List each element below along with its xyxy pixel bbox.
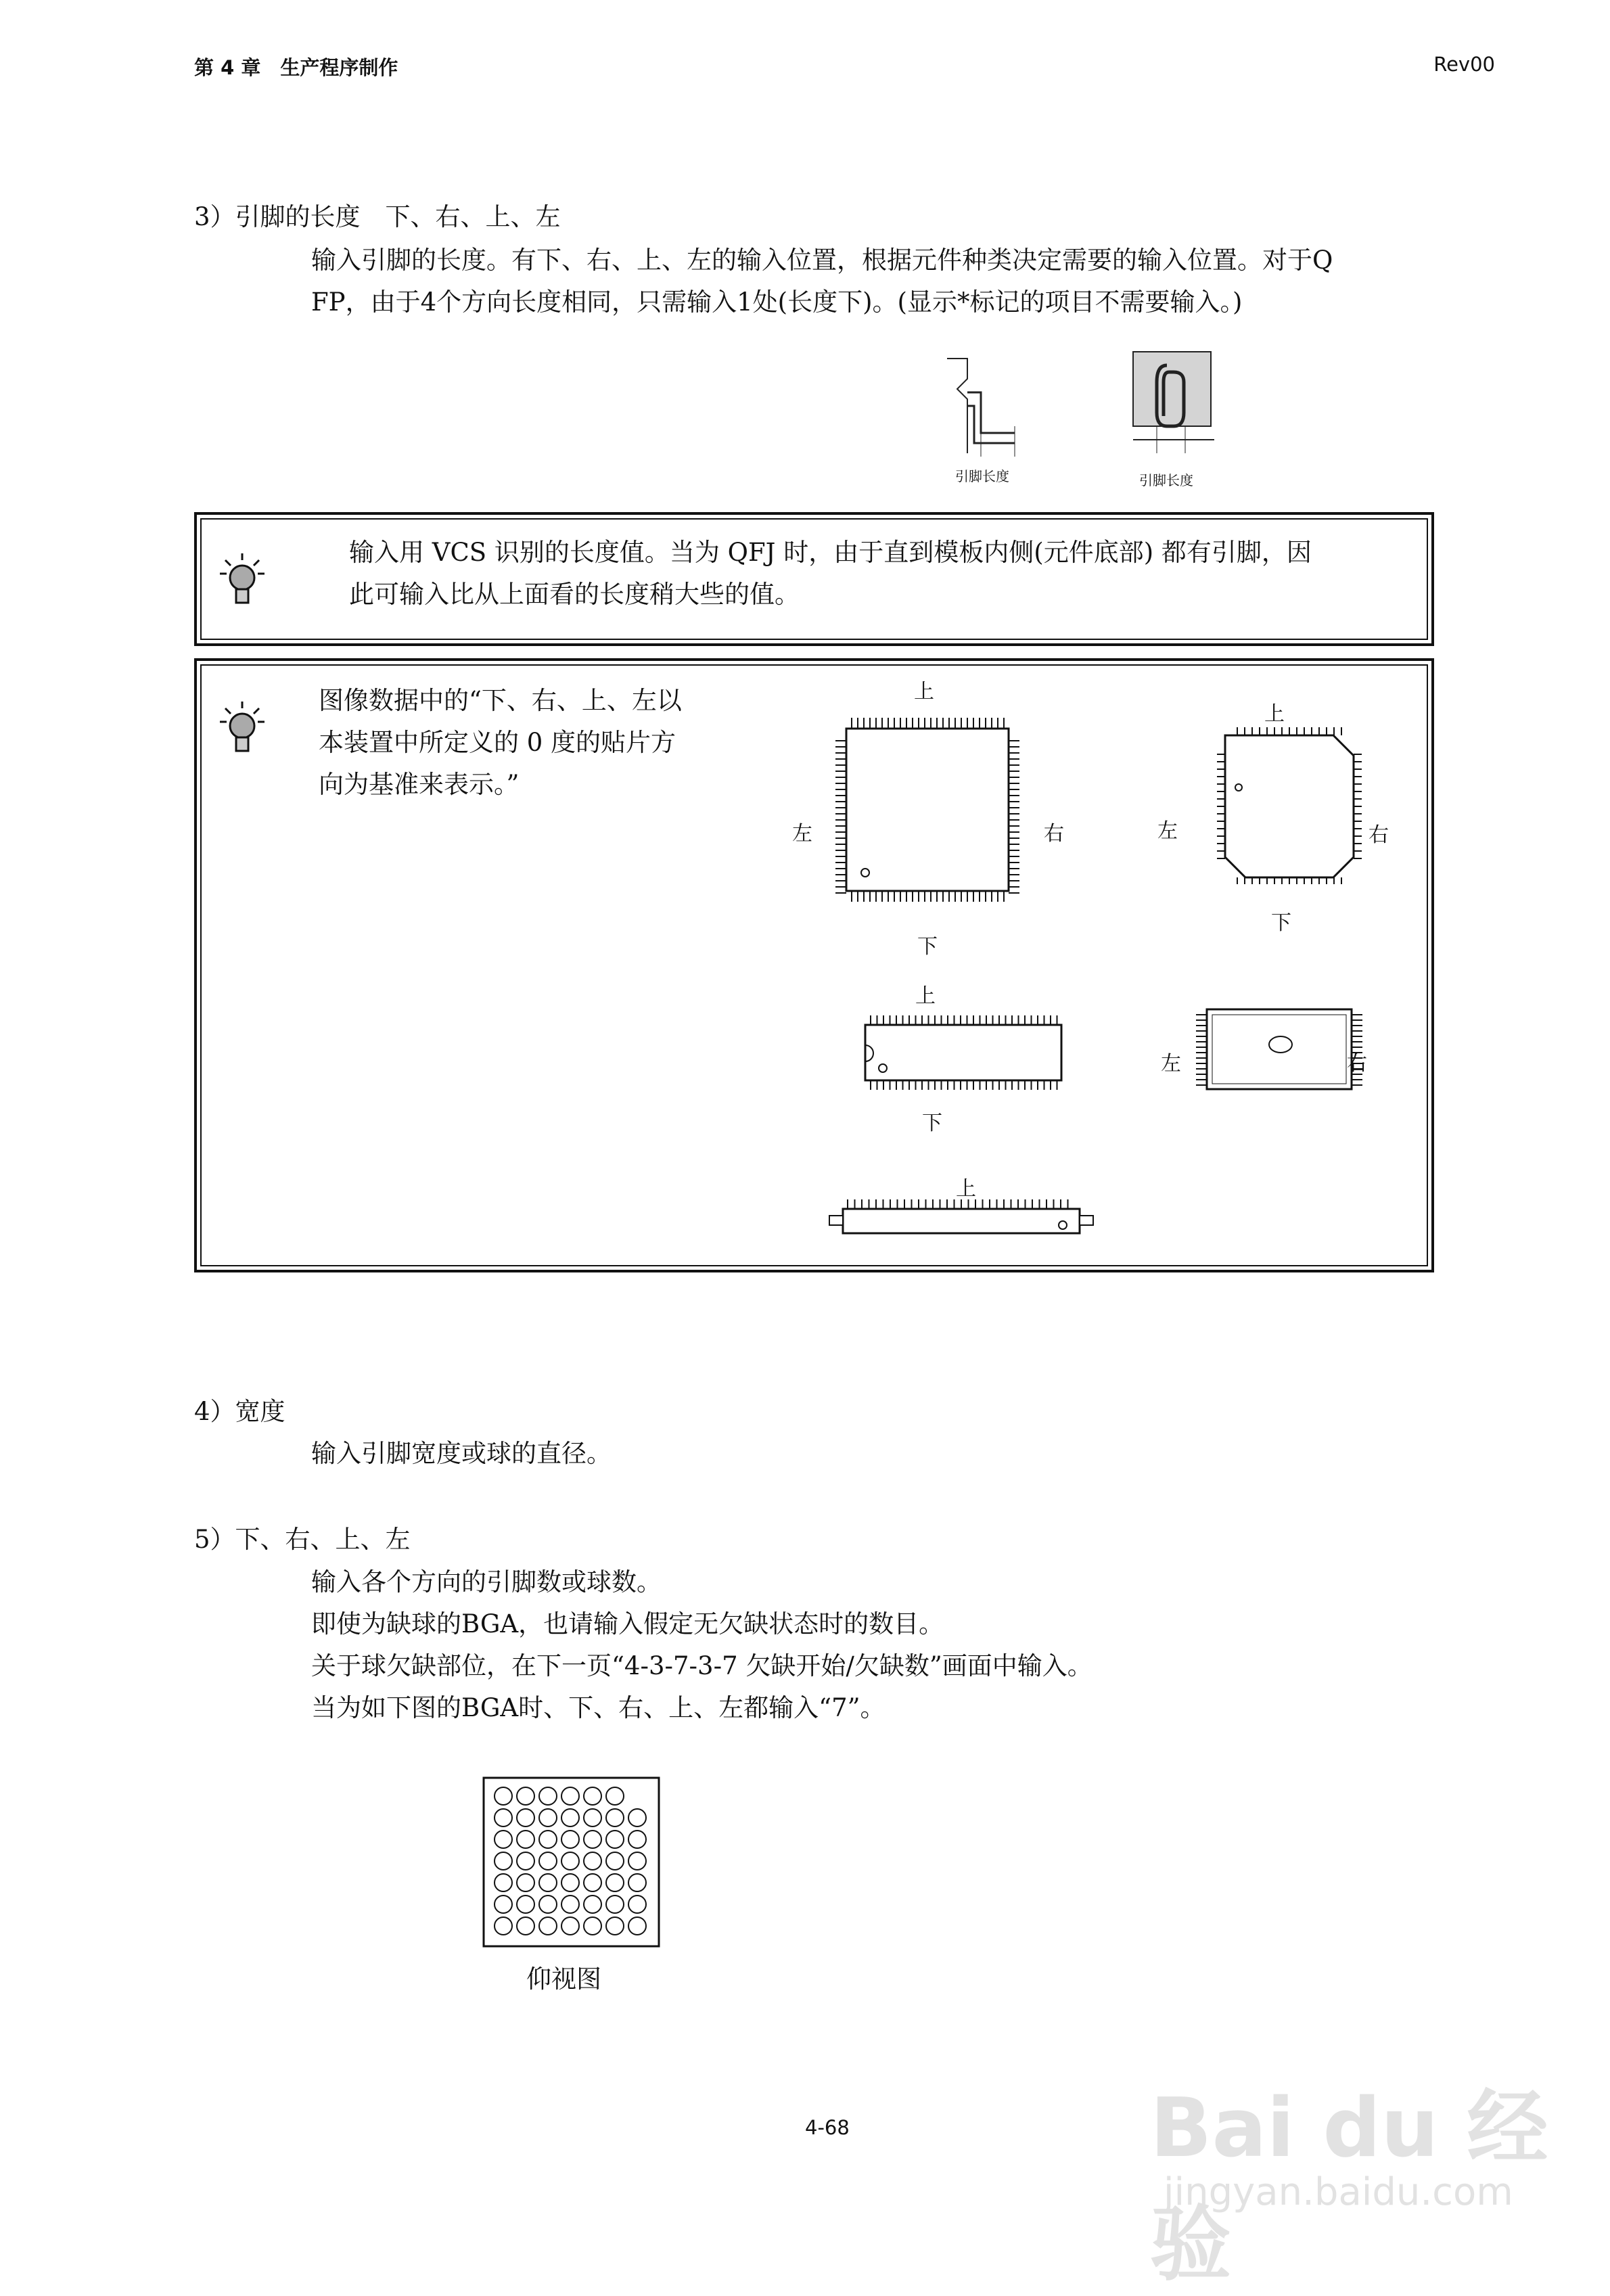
qfp-label-right: 右 — [1044, 822, 1064, 846]
lead-length-caption-2: 引脚长度 — [1139, 472, 1193, 488]
section5-line3: 关于球欠缺部位，在下一页“4-3-7-3-7 欠缺开始/欠缺数”画面中输入。 — [311, 1651, 1092, 1680]
plcc-label-left: 左 — [1157, 819, 1178, 843]
connector-label-top: 上 — [956, 1177, 976, 1201]
sop-label-top: 上 — [915, 984, 936, 1008]
section5-line2: 即使为缺球的BGA，也请输入假定无欠缺状态时的数目。 — [311, 1609, 944, 1638]
sop-package-diagram — [852, 1006, 1075, 1101]
section3-para-line1: 输入引脚的长度。有下、右、上、左的输入位置，根据元件种类决定需要的输入位置。对于Q — [311, 246, 1333, 275]
tsop-label-left: 左 — [1161, 1052, 1181, 1076]
bga-bottom-view-diagram — [482, 1776, 661, 1948]
tip2-line3: 向为基准来表示。” — [319, 770, 520, 799]
baidu-watermark-logo: Bai du 经验 — [1150, 2082, 1548, 2292]
page-number: 4-68 — [805, 2116, 850, 2139]
plcc-label-right: 右 — [1368, 823, 1389, 847]
section3-heading: 3）引脚的长度 下、右、上、左 — [194, 202, 561, 231]
connector-package-diagram — [826, 1195, 1097, 1243]
plcc-label-top: 上 — [1264, 702, 1285, 726]
chapter-title: 第 4 章 生产程序制作 — [194, 56, 398, 79]
lead-length-caption-1: 引脚长度 — [955, 468, 1009, 484]
lead-length-figure-1 — [940, 352, 1035, 460]
tip-box-2 — [194, 658, 1434, 1272]
lightbulb-icon — [218, 552, 266, 606]
qfp-label-bottom: 下 — [917, 935, 938, 959]
tsop-package-diagram — [1188, 1003, 1371, 1097]
plcc-package-diagram — [1198, 715, 1381, 884]
qfp-label-top: 上 — [914, 680, 934, 704]
section5-heading: 5）下、右、上、左 — [194, 1525, 411, 1554]
lightbulb-icon — [218, 700, 266, 754]
bga-caption: 仰视图 — [526, 1965, 601, 1994]
qfp-label-left: 左 — [792, 822, 812, 846]
section4-para: 输入引脚宽度或球的直径。 — [311, 1439, 612, 1468]
tip2-line1: 图像数据中的“下、右、上、左以 — [319, 686, 682, 715]
sop-label-bottom: 下 — [922, 1111, 942, 1135]
baidu-watermark-url: jingyan.baidu.com — [1164, 2170, 1513, 2214]
section3-para-line2: FP，由于4个方向长度相同，只需输入1处(长度下)。(显示*标记的项目不需要输入。) — [311, 288, 1243, 317]
tip1-line2: 此可输入比从上面看的长度稍大些的值。 — [349, 580, 800, 609]
section5-line1: 输入各个方向的引脚数或球数。 — [311, 1567, 662, 1597]
plcc-label-bottom: 下 — [1271, 911, 1291, 935]
lead-length-figure-2 — [1130, 345, 1218, 460]
qfp-package-diagram — [819, 708, 1036, 911]
tip-box-1 — [194, 512, 1434, 646]
tip1-line1: 输入用 VCS 识别的长度值。当为 QFJ 时，由于直到模板内侧(元件底部) 都有引脚，因 — [349, 538, 1312, 567]
revision-label: Rev00 — [1433, 53, 1495, 76]
tip2-line2: 本装置中所定义的 0 度的贴片方 — [319, 728, 676, 757]
tsop-label-right: 右 — [1347, 1052, 1367, 1076]
section5-line4: 当为如下图的BGA时、下、右、上、左都输入“7”。 — [311, 1693, 886, 1722]
section4-heading: 4）宽度 — [194, 1397, 285, 1426]
